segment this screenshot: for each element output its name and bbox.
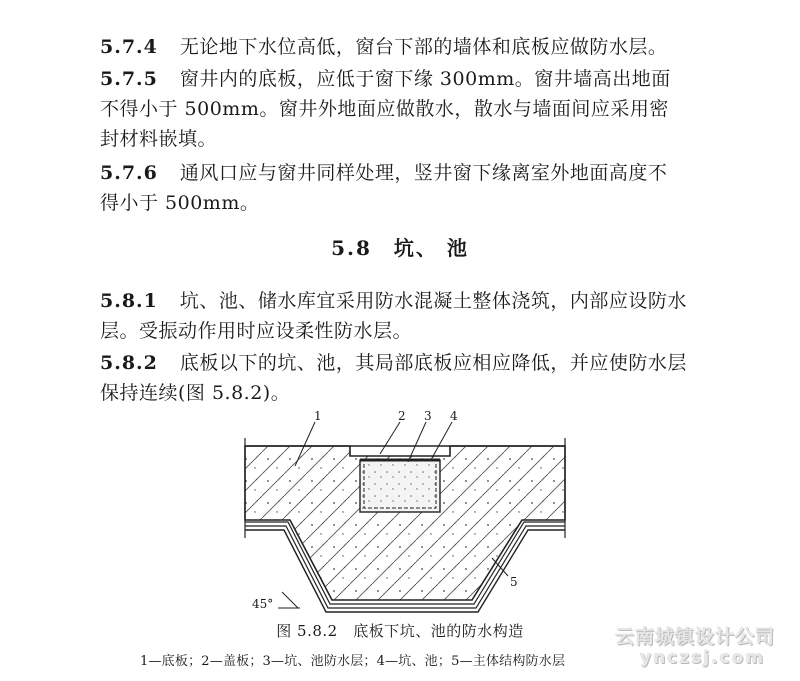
pit-cavity [360,460,440,512]
label-3: 3 [424,409,432,423]
clause-text: 无论地下水位高低，窗台下部的墙体和底板应做防水层。 [179,36,668,58]
label-2: 2 [398,409,406,423]
label-4: 4 [450,409,458,423]
watermark-url: ynczsj.com [640,648,766,668]
clause-5-7-6 [100,158,710,218]
clause-text-line2: 不得小于 500mm。窗井外地面应做散水，散水与墙面间应采用密 [100,98,669,120]
section-title-text: 坑、 池 [393,236,469,260]
clause-text-line3: 封材料嵌填。 [100,128,218,150]
clause-number: 5.7.5 [100,68,158,90]
clause-number: 5.7.4 [100,36,158,58]
clause-text-line1: 通风口应与窗井同样处理，竖井窗下缘离室外地面高度不 [179,162,668,184]
clause-text-line2: 层。受振动作用时应设柔性防水层。 [100,320,413,342]
clause-number: 5.7.6 [100,162,158,184]
label-5: 5 [510,575,518,589]
clause-number: 5.8.1 [100,290,158,312]
clause-number: 5.8.2 [100,352,158,374]
angle-label: 45° [252,597,274,611]
angle-marker [252,592,300,611]
section-heading [0,232,800,261]
clause-text-line2: 得小于 500mm。 [100,192,260,214]
figure-caption: 图 5.8.2 底板下坑、池的防水构造 [276,622,524,640]
clause-text-line1: 底板以下的坑、池，其局部底板应相应降低，并应使防水层 [179,352,687,374]
label-1: 1 [314,409,322,423]
section-number: 5.8 [331,236,372,260]
clause-5-8-2 [100,348,710,408]
clause-text-line2: 保持连续(图 5.8.2)。 [100,382,291,404]
clause-text-line1: 坑、池、储水库宜采用防水混凝土整体浇筑，内部应设防水 [179,290,687,312]
clause-5-7-5 [100,64,710,154]
clause-5-7-4 [100,32,710,62]
pit-waterproofing-diagram [240,408,580,618]
clause-text-line1: 窗井内的底板，应低于窗下缘 300mm。窗井墙高出地面 [179,68,671,90]
clause-5-8-1 [100,286,710,346]
watermark-text: 云南城镇设计公司 [615,626,776,648]
figure-legend: 1—底板；2—盖板；3—坑、池防水层；4—坑、池；5—主体结构防水层 [140,654,566,669]
